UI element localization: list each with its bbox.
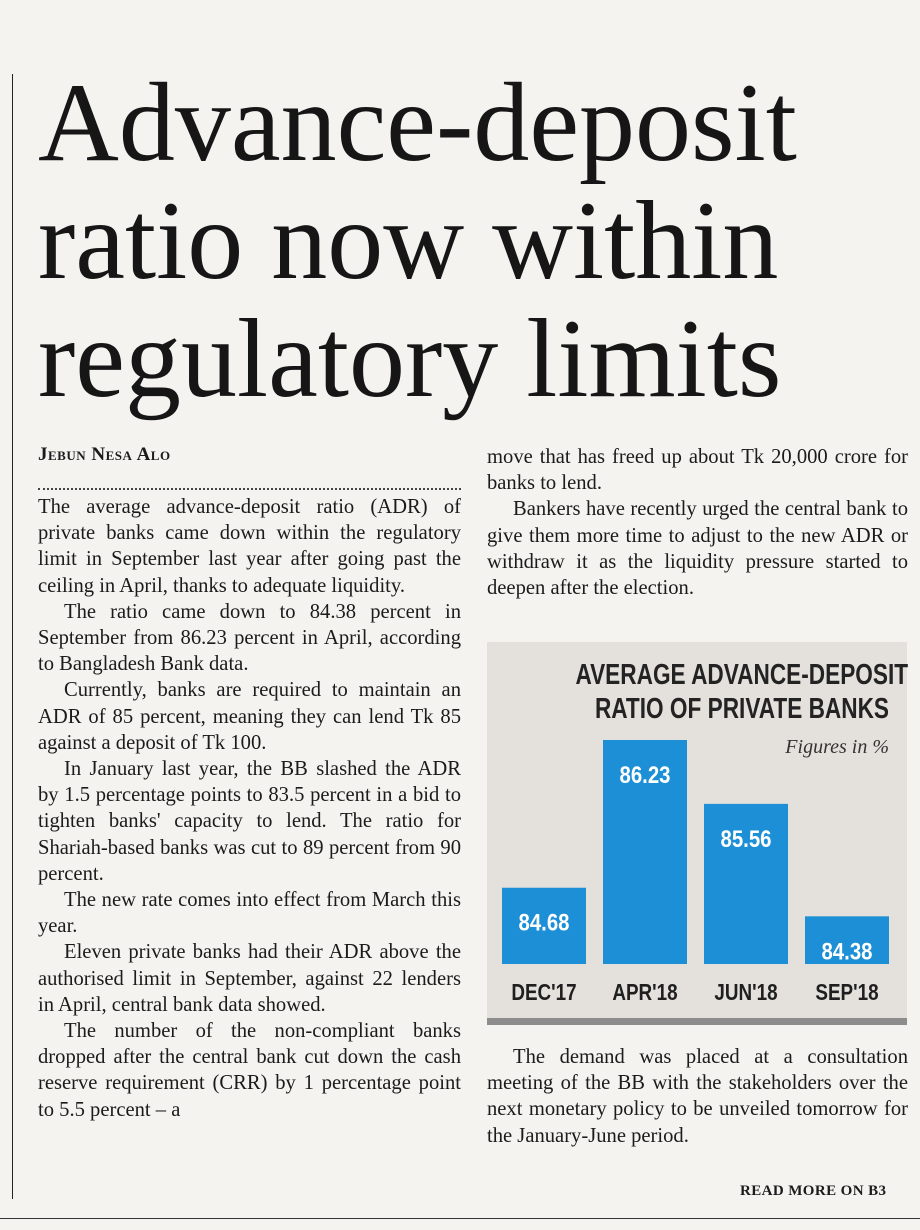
article-column-3: [487, 1044, 908, 1149]
read-more-link[interactable]: READ MORE ON B3: [740, 1183, 887, 1199]
bar-value-label: 85.56: [720, 825, 772, 853]
category-label: DEC'17: [511, 980, 577, 1006]
paragraph: The new rate comes into effect from March this year.: [38, 889, 461, 938]
paragraph: Eleven private banks had their ADR above the authorised limit in September, against 22 lenders in April, central bank data showed.: [38, 941, 461, 1016]
paragraph: Currently, banks are required to maintain an ADR of 85 percent, meaning they can lend Tk 85 against a deposit of Tk 100.: [38, 679, 461, 754]
paragraph: move that has freed up about Tk 20,000 crore for banks to lend.: [487, 446, 908, 495]
chart-subtitle: Figures in %: [785, 736, 889, 758]
page-bottom-rule: [0, 1218, 920, 1219]
paragraph: Bankers have recently urged the central bank to give them more time to adjust to the new ADR or withdraw it as the liquidity pressure started to deepen after the election.: [487, 498, 908, 600]
article-column-1: [38, 494, 461, 1123]
chart-title-line: RATIO OF PRIVATE BANKS: [594, 693, 889, 725]
paragraph: The ratio came down to 84.38 percent in September from 86.23 percent in April, according to Bangladesh Bank data.: [38, 600, 461, 676]
paragraph: The average advance-deposit ratio (ADR) of private banks came down within the regulatory limit in September last year after going past the ceiling in April, thanks to adequate liquidity.: [38, 496, 461, 597]
chart-title-line: AVERAGE ADVANCE-DEPOSIT: [575, 659, 909, 691]
paragraph: The number of the non-compliant banks dropped after the central bank cut down the cash reserve requirement (CRR) by 1 percentage point to 5.5 percent – a: [38, 1020, 461, 1121]
byline-divider: [38, 488, 461, 490]
category-label: JUN'18: [714, 980, 778, 1006]
headline-line: ratio now within: [38, 179, 779, 303]
headline-line: regulatory limits: [38, 297, 782, 421]
bar-value-label: 84.38: [821, 937, 873, 965]
headline: [38, 61, 898, 421]
adr-bar-chart: [487, 642, 907, 1025]
chart-bottom-bar: [487, 1018, 907, 1025]
bar-value-label: 84.68: [518, 909, 570, 937]
category-label: APR'18: [612, 980, 678, 1006]
column-rule-left: [12, 74, 13, 1199]
article-column-2: [487, 444, 908, 601]
bar-value-label: 86.23: [619, 761, 671, 789]
paragraph: In January last year, the BB slashed the ADR by 1.5 percentage points to 83.5 percent in a bid to tighten banks' capacity to lend. The ratio for Shariah-based banks was cut to 89 percent from 90 percent.: [38, 758, 461, 885]
byline: Jebun Nesa Alo: [38, 444, 171, 465]
chart-plot: [487, 642, 907, 1025]
category-label: SEP'18: [815, 980, 879, 1006]
paragraph: The demand was placed at a consultation meeting of the BB with the stakeholders over the next monetary policy to be unveiled tomorrow for the January-June period.: [487, 1046, 908, 1147]
headline-line: Advance-deposit: [38, 61, 797, 185]
